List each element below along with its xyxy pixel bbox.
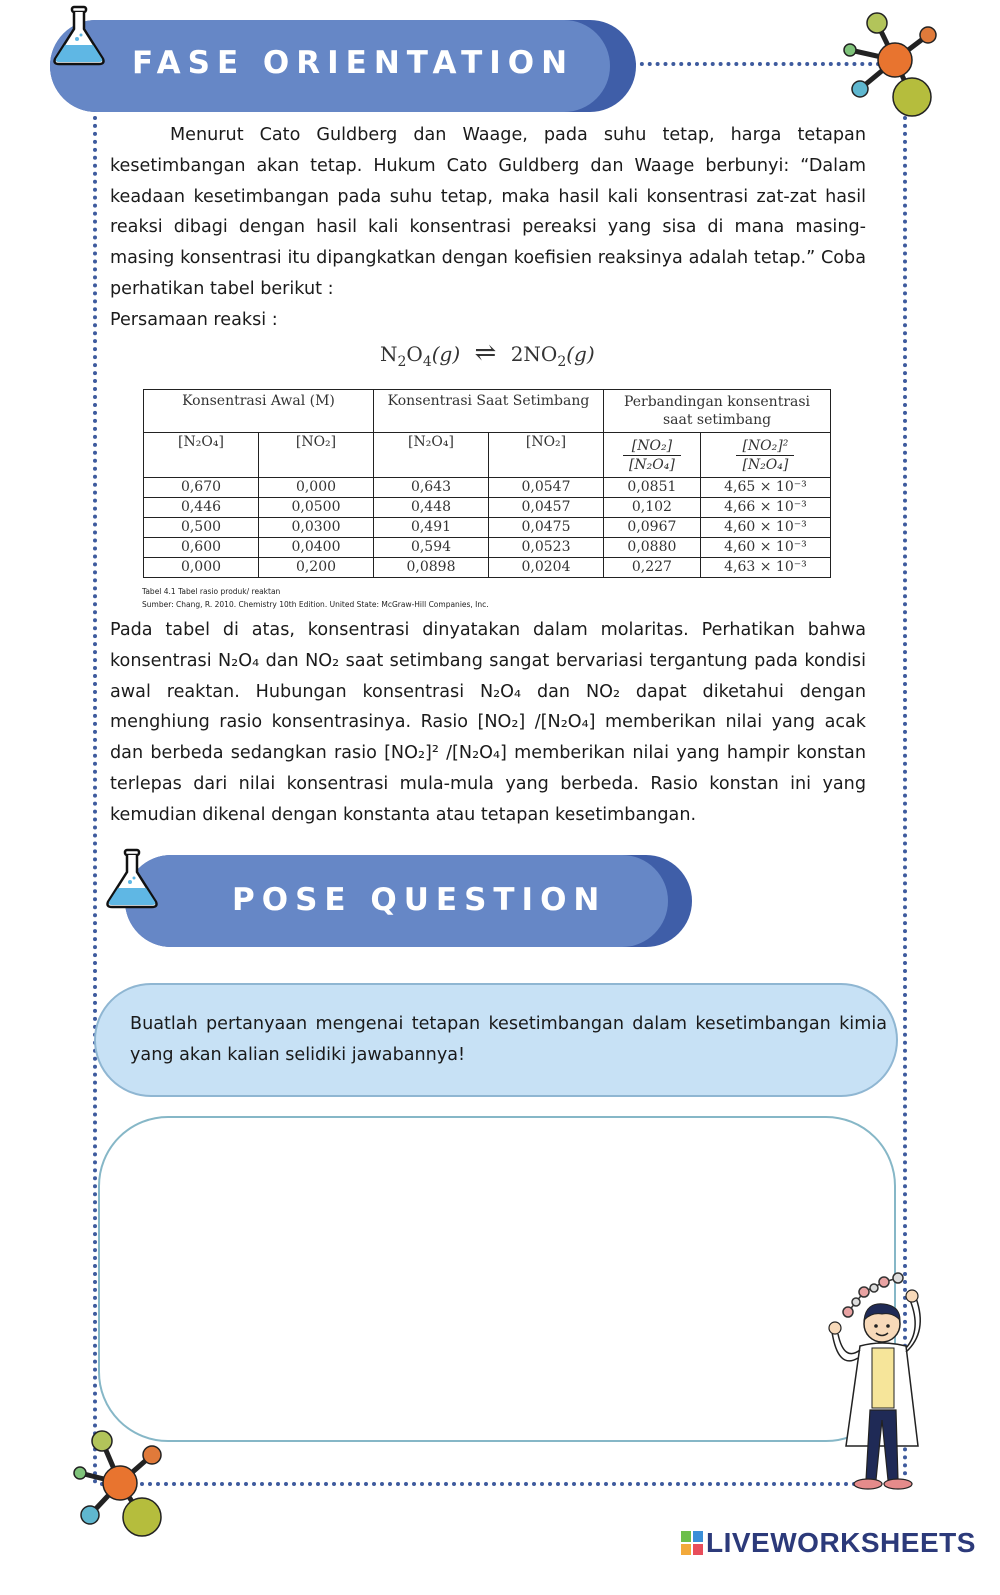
table-cell: 0,200 xyxy=(259,558,374,578)
table-cell: 0,594 xyxy=(374,538,489,558)
column-header: [N₂O₄] xyxy=(144,433,259,478)
table-cell: 0,0547 xyxy=(489,478,604,498)
table-cell: 0,500 xyxy=(144,518,259,538)
table-cell: 0,0523 xyxy=(489,538,604,558)
table-cell: 0,446 xyxy=(144,498,259,518)
table-cell: 0,0967 xyxy=(604,518,701,538)
column-header: [NO₂] xyxy=(259,433,374,478)
answer-input[interactable] xyxy=(98,1116,896,1442)
group-header-initial: Konsentrasi Awal (M) xyxy=(144,390,374,433)
intro-text xyxy=(110,120,866,336)
table-row xyxy=(144,518,831,538)
section-title: POSE QUESTION xyxy=(232,882,607,918)
table-cell: 0,227 xyxy=(604,558,701,578)
table-cell: 0,0300 xyxy=(259,518,374,538)
frame-left-border xyxy=(93,100,97,1485)
table-cell: 0,0898 xyxy=(374,558,489,578)
molecule-icon xyxy=(840,5,940,123)
table-cell: 0,643 xyxy=(374,478,489,498)
table-row xyxy=(144,538,831,558)
table-cell: 4,66 × 10⁻³ xyxy=(700,498,830,518)
table-row xyxy=(144,478,831,498)
table-cell: 0,0500 xyxy=(259,498,374,518)
table-cell: 0,600 xyxy=(144,538,259,558)
table-cell: 0,0204 xyxy=(489,558,604,578)
equilibrium-table xyxy=(143,389,831,578)
liveworksheets-logo[interactable]: LIVEWORKSHEETS xyxy=(706,1527,976,1558)
table-caption: Tabel 4.1 Tabel rasio produk/ reaktan xyxy=(142,587,281,596)
table-row xyxy=(144,558,831,578)
table-source: Sumber: Chang, R. 2010. Chemistry 10th Edition. United State: McGraw-Hill Companies, Inc. xyxy=(142,600,489,609)
liveworksheets-logo-icon xyxy=(681,1531,703,1555)
table-cell: 0,0457 xyxy=(489,498,604,518)
table-cell: 4,60 × 10⁻³ xyxy=(700,518,830,538)
flask-icon xyxy=(103,848,163,910)
table-cell: 0,0851 xyxy=(604,478,701,498)
prompt-text: Buatlah pertanyaan mengenai tetapan kesetimbangan dalam kesetimbangan kimia yang akan kalian selidiki jawabannya! xyxy=(130,1014,887,1065)
column-header: [N₂O₄] xyxy=(374,433,489,478)
table-cell: 0,0400 xyxy=(259,538,374,558)
ratio-header: $\frac{\text{[NO₂]}}{\text{[N₂O₄]}}$ xyxy=(604,433,701,478)
group-header-equilibrium: Konsentrasi Saat Setimbang xyxy=(374,390,604,433)
intro-paragraph: Menurut Cato Guldberg dan Waage, pada suhu tetap, harga tetapan kesetimbangan akan tetap. Hukum Cato Guldberg dan Waage berbunyi: “Dalam keadaan kesetimbangan pada suhu tetap, maka hasil kali konsentrasi zat-zat hasil reaksi dibagi dengan hasil kali konsentrasi pereaksi yang sisa di mana masing- masing konsentrasi itu dipangkatkan dengan koefisien reaksinya adalah tetap.” Coba perhatikan tabel berikut : xyxy=(110,125,866,299)
table-cell: 0,102 xyxy=(604,498,701,518)
table-cell: 0,0475 xyxy=(489,518,604,538)
table-cell: 0,448 xyxy=(374,498,489,518)
reaction-equation: $N_2O_4(g)$ ⇌ $2NO_2(g)$ xyxy=(380,338,595,370)
ratio-squared-header: $\frac{\text{[NO₂]²}}{\text{[N₂O₄]}}$ xyxy=(700,433,830,478)
table-cell: 0,000 xyxy=(259,478,374,498)
section-title: FASE ORIENTATION xyxy=(132,45,575,81)
frame-bottom-border xyxy=(100,1482,905,1486)
equation-label: Persamaan reaksi : xyxy=(110,309,278,330)
scientist-illustration xyxy=(826,1270,944,1502)
group-header-ratio: Perbandingan konsentrasi saat setimbang xyxy=(604,390,831,433)
explanation-paragraph: Pada tabel di atas, konsentrasi dinyatakan dalam molaritas. Perhatikan bahwa konsentrasi N₂O₄ dan NO₂ saat setimbang sangat bervariasi tergantung pada kondisi awal reaktan. Hubungan konsentrasi N₂O₄ dan NO₂ dapat diketahui dengan menghiung rasio konsentrasinya. Rasio [NO₂] /[N₂O₄] memberikan nilai yang acak dan berbeda sedangkan rasio [NO₂]² /[N₂O₄] memberikan nilai yang hampir konstan terlepas dari nilai konsentrasi mula-mula yang berbeda. Rasio konstan ini yang kemudian dikenal dengan konstanta atau tetapan kesetimbangan. xyxy=(110,620,866,825)
column-header: [NO₂] xyxy=(489,433,604,478)
table-row xyxy=(144,498,831,518)
table-cell: 4,65 × 10⁻³ xyxy=(700,478,830,498)
table-cell: 0,491 xyxy=(374,518,489,538)
explanation-text xyxy=(110,615,866,831)
flask-icon xyxy=(50,5,110,67)
table-cell: 4,60 × 10⁻³ xyxy=(700,538,830,558)
table-cell: 4,63 × 10⁻³ xyxy=(700,558,830,578)
table-cell: 0,000 xyxy=(144,558,259,578)
table-cell: 0,0880 xyxy=(604,538,701,558)
table-cell: 0,670 xyxy=(144,478,259,498)
molecule-icon xyxy=(70,1425,170,1543)
